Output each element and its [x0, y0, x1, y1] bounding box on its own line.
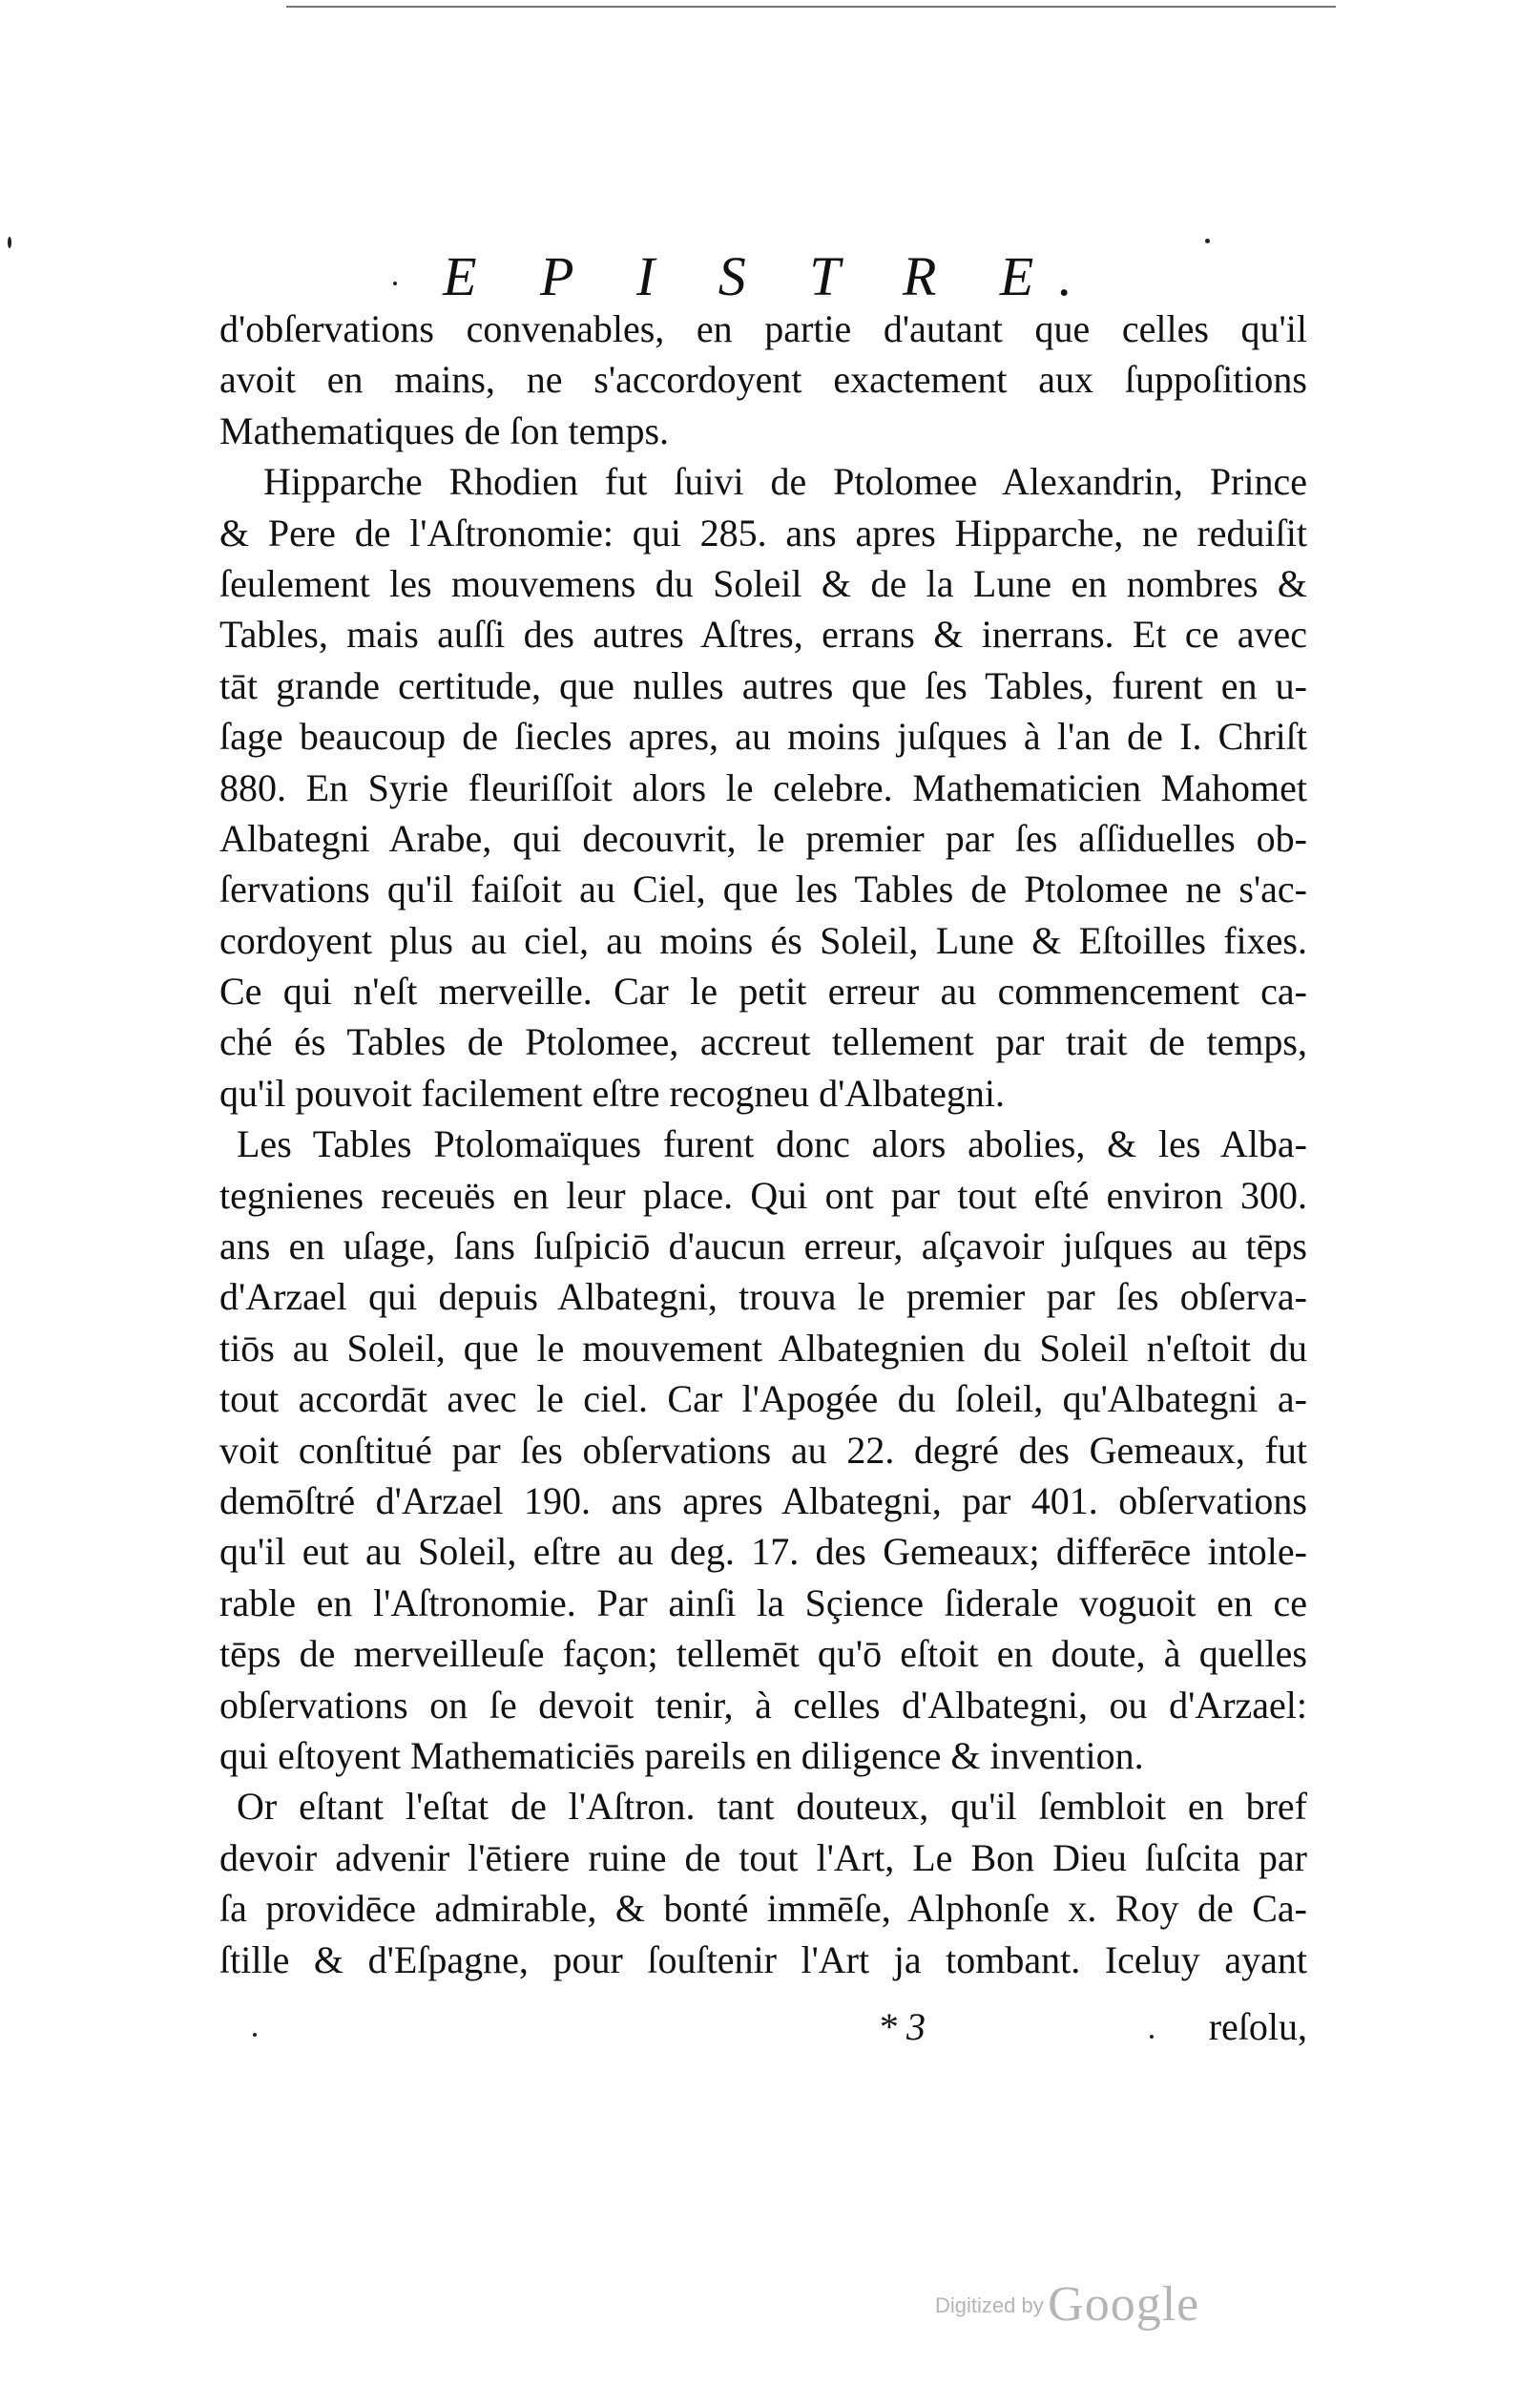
- text-line: ſeulement les mouvemens du Soleil & de la Lune en nombres &: [219, 561, 1307, 605]
- text-line: ſtille & d'Eſpagne, pour ſouſtenir l'Art ja tombant. Iceluy ayant: [219, 1937, 1307, 1981]
- text-line: ſa providēce admirable, & bonté immēſe, Alphonſe x. Roy de Ca-: [219, 1887, 1307, 1931]
- running-head: E P I S T R E.: [443, 245, 1097, 307]
- catchword: reſolu,: [1208, 2005, 1307, 2048]
- text-line: tegnienes receuës en leur place. Qui ont par tout eſté environ 300.: [219, 1173, 1307, 1217]
- digitized-watermark: [935, 2276, 1199, 2333]
- scan-speck: [1150, 2035, 1154, 2039]
- google-logo: Google: [1048, 2277, 1200, 2332]
- text-line: Albategni Arabe, qui decouvrit, le premier par ſes aſſiduelles ob-: [219, 816, 1307, 860]
- text-line: voit conſtitué par ſes obſervations au 22. degré des Gemeaux, fut: [219, 1428, 1307, 1472]
- text-line: devoir advenir l'ētiere ruine de tout l'Art, Le Bon Dieu ſuſcita par: [219, 1835, 1307, 1879]
- text-line: Tables, mais auſſi des autres Aſtres, errans & inerrans. Et ce avec: [219, 613, 1307, 657]
- text-line: ſage beaucoup de ſiecles apres, au moins juſques à l'an de I. Chriſt: [219, 715, 1307, 759]
- text-line: d'obſervations convenables, en partie d'autant que celles qu'il: [219, 307, 1307, 350]
- body-text: [219, 303, 1307, 1985]
- text-line: & Pere de l'Aſtronomie: qui 285. ans apres Hipparche, ne reduiſit: [219, 511, 1307, 555]
- text-line: ché és Tables de Ptolomee, accreut tellement par trait de temps,: [219, 1020, 1307, 1064]
- text-line: 880. En Syrie fleuriſſoit alors le celebre. Mathematicien Mahomet: [219, 765, 1307, 809]
- text-line: ans en uſage, ſans ſuſpiciō d'aucun erreur, aſçavoir juſques au tēps: [219, 1224, 1307, 1268]
- scan-speck: [8, 237, 11, 248]
- text-line: d'Arzael qui depuis Albategni, trouva le premier par ſes obſerva-: [219, 1275, 1307, 1319]
- watermark-prefix: Digitized by: [935, 2293, 1044, 2317]
- text-line: qu'il pouvoit facilement eſtre recogneu d'Albategni.: [219, 1071, 1006, 1115]
- text-line: Ce qui n'eſt merveille. Car le petit erreur au commencement ca-: [219, 970, 1307, 1014]
- scan-speck: [1205, 239, 1210, 243]
- text-line: tiōs au Soleil, que le mouvement Albategnien du Soleil n'eſtoit du: [219, 1326, 1307, 1370]
- text-line: obſervations on ſe devoit tenir, à celles d'Albategni, ou d'Arzael:: [219, 1683, 1307, 1727]
- text-line: tāt grande certitude, que nulles autres que ſes Tables, furent en u-: [219, 663, 1307, 707]
- scan-edge-line: [286, 6, 1336, 8]
- scan-speck: [253, 2033, 257, 2037]
- signature-mark: * 3: [878, 2005, 926, 2048]
- text-line: avoit en mains, ne s'accordoyent exactement aux ſuppoſitions: [219, 358, 1307, 402]
- text-line: Mathematiques de ſon temps.: [219, 408, 670, 452]
- text-line: Les Tables Ptolomaïques furent donc alors abolies, & les Alba-: [237, 1122, 1307, 1166]
- scan-speck: [393, 282, 397, 285]
- text-line: demōſtré d'Arzael 190. ans apres Albategni, par 401. obſervations: [219, 1478, 1307, 1522]
- text-line: tēps de merveilleuſe façon; tellemēt qu'ō eſtoit en doute, à quelles: [219, 1632, 1307, 1676]
- text-line: Or eſtant l'eſtat de l'Aſtron. tant douteux, qu'il ſembloit en bref: [237, 1785, 1307, 1829]
- text-line: qu'il eut au Soleil, eſtre au deg. 17. des Gemeaux; differēce intole-: [219, 1530, 1307, 1574]
- text-line: tout accordāt avec le ciel. Car l'Apogée du ſoleil, qu'Albategni a-: [219, 1377, 1307, 1421]
- text-line: qui eſtoyent Mathematiciēs pareils en diligence & invention.: [219, 1733, 1144, 1777]
- text-line: ſervations qu'il faiſoit au Ciel, que les Tables de Ptolomee ne s'ac-: [219, 868, 1307, 911]
- page-footer: [219, 2004, 1307, 2062]
- text-line: rable en l'Aſtronomie. Par ainſi la Sçience ſiderale voguoit en ce: [219, 1580, 1307, 1624]
- text-line: cordoyent plus au ciel, au moins és Soleil, Lune & Eſtoilles fixes.: [219, 918, 1307, 962]
- text-line: Hipparche Rhodien fut ſuivi de Ptolomee Alexandrin, Prince: [263, 460, 1307, 504]
